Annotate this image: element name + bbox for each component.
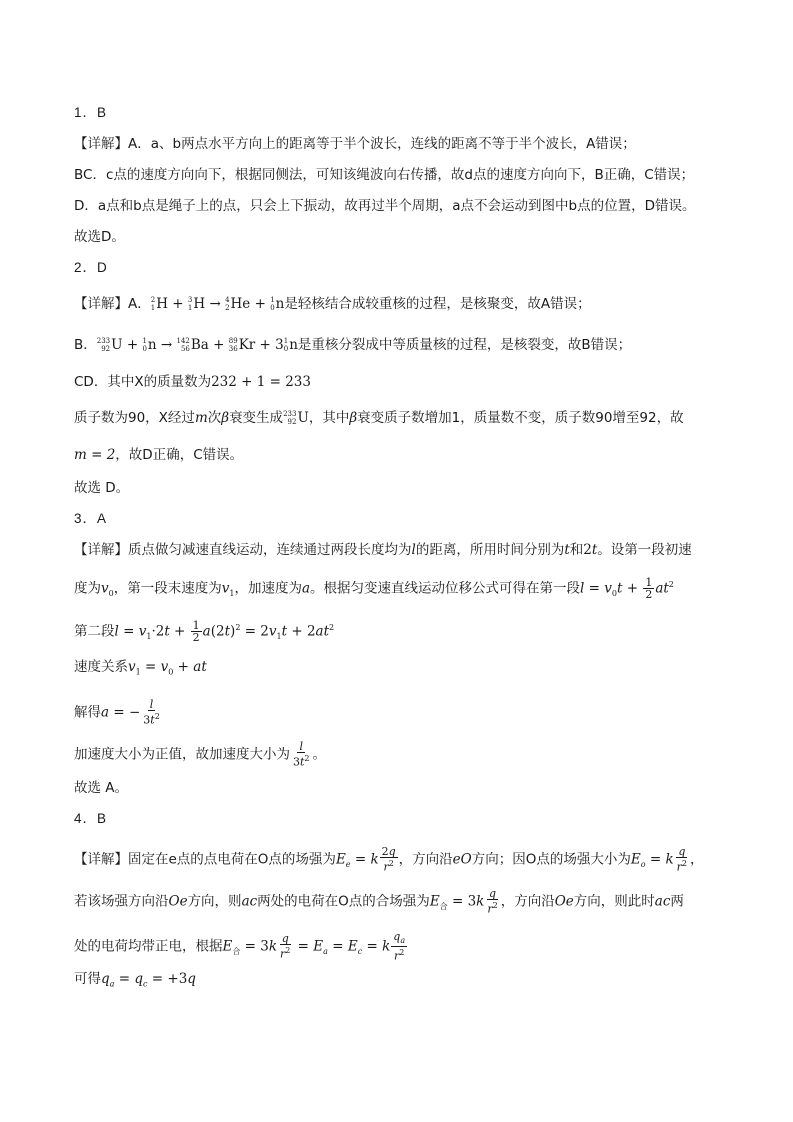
q4-line-4: 可得$q_a = q_c = +3q$ — [74, 971, 196, 989]
q1-number: 1．B — [74, 105, 108, 120]
fusion-equation: 2 1 H + 3 1 H → 4 2 He + 1 0 n — [150, 296, 285, 312]
q3-line-5: 解得a = − $\frac{l}{3t^2}$ — [74, 698, 160, 727]
q3-line-6: 加速度大小为正值，故加速度大小为 $\frac{l}{3t^2}$ 。 — [74, 740, 327, 769]
q1-line-2: BC．c点的速度方向向下，根据同侧法，可知该绳波向右传播，故d点的速度方向向下，B正确，C错误； — [74, 167, 695, 183]
q2-line-5: 质子数为90，X经过m次β衰变生成 233 92 U，其中β衰变质子数增加1，质量数不变，质子数90增至92，故 — [74, 410, 684, 426]
q4-line-2: 若该场强方向沿Oe方向，则ac两处的电荷在O点的合场强为$E_合 = 3k$ $\frac{q}{r^2}$ ，方向沿Oe方向，则此时ac两 — [74, 887, 684, 916]
q1-line-4: 故选D。 — [74, 229, 125, 245]
q3-number: 3．A — [74, 511, 108, 526]
q4-line-3: 处的电荷均带正电，根据$E_合 = 3k$ $\frac{q}{r^2}$ = $E_a = E_c = k$ $\frac{q_a}{r^2}$ — [74, 930, 406, 963]
q2-line-b: B． 233 92 U + 1 0 n → 142 56 Ba + 89 36 Kr + 3 1 0 n是重核分裂成中等质量核的过程，是核裂变，故B错误； — [74, 337, 632, 353]
q2-line-end: 故选 D。 — [74, 480, 130, 496]
q2-line-cd: CD．其中X的质量数为232 + 1 = 233 — [74, 374, 311, 390]
q3-line-4: 速度关系$v_1 = v_0$ + at — [74, 659, 207, 677]
q3-line-3: 第二段$l = v_1\cdot 2t$ + $\frac{1}{2}$ $a(2t)^2 = 2v_1t + 2at^2$ — [74, 619, 335, 644]
q3-line-2: 度为$v_0$，第一段末速度为$v_1$，加速度为a。根据匀变速直线运动位移公式可得在第一段$l = v_0t$ + $\frac{1}{2}$ $at^2$ — [74, 576, 674, 601]
q4-number: 4．B — [74, 811, 108, 826]
q1-line-1: 【详解】A．a、b两点水平方向上的距离等于半个波长，连线的距离不等于半个波长，A错误； — [74, 136, 636, 152]
q2-number: 2．D — [74, 260, 108, 275]
q4-line-1: 【详解】固定在e点的点电荷在O点的场强为$E_e = k$ $\frac{2q}{r^2}$ ，方向沿eO方向；因O点的场强大小为$E_o = k$ $\frac{q}{r^2}$ ， — [74, 845, 704, 874]
q1-line-3: D．a点和b点是绳子上的点，只会上下振动，故再过半个周期，a点不会运动到图中b点的位置，D错误。 — [74, 198, 696, 214]
q3-line-1: 【详解】质点做匀减速直线运动，连续通过两段长度均为l的距离，所用时间分别为t和2t。设第一段初速 — [74, 542, 692, 558]
q3-line-end: 故选 A。 — [74, 780, 129, 796]
q2-line-6: m = 2，故D正确，C错误。 — [74, 447, 244, 463]
fission-equation: 233 92 U + 1 0 n → 142 56 Ba + 89 36 Kr + 3 1 0 n — [96, 337, 298, 353]
q2-line-a: 【详解】A． 2 1 H + 3 1 H → 4 2 He + 1 0 n是轻核结合成较重核的过程，是核聚变，故A错误； — [74, 296, 591, 312]
